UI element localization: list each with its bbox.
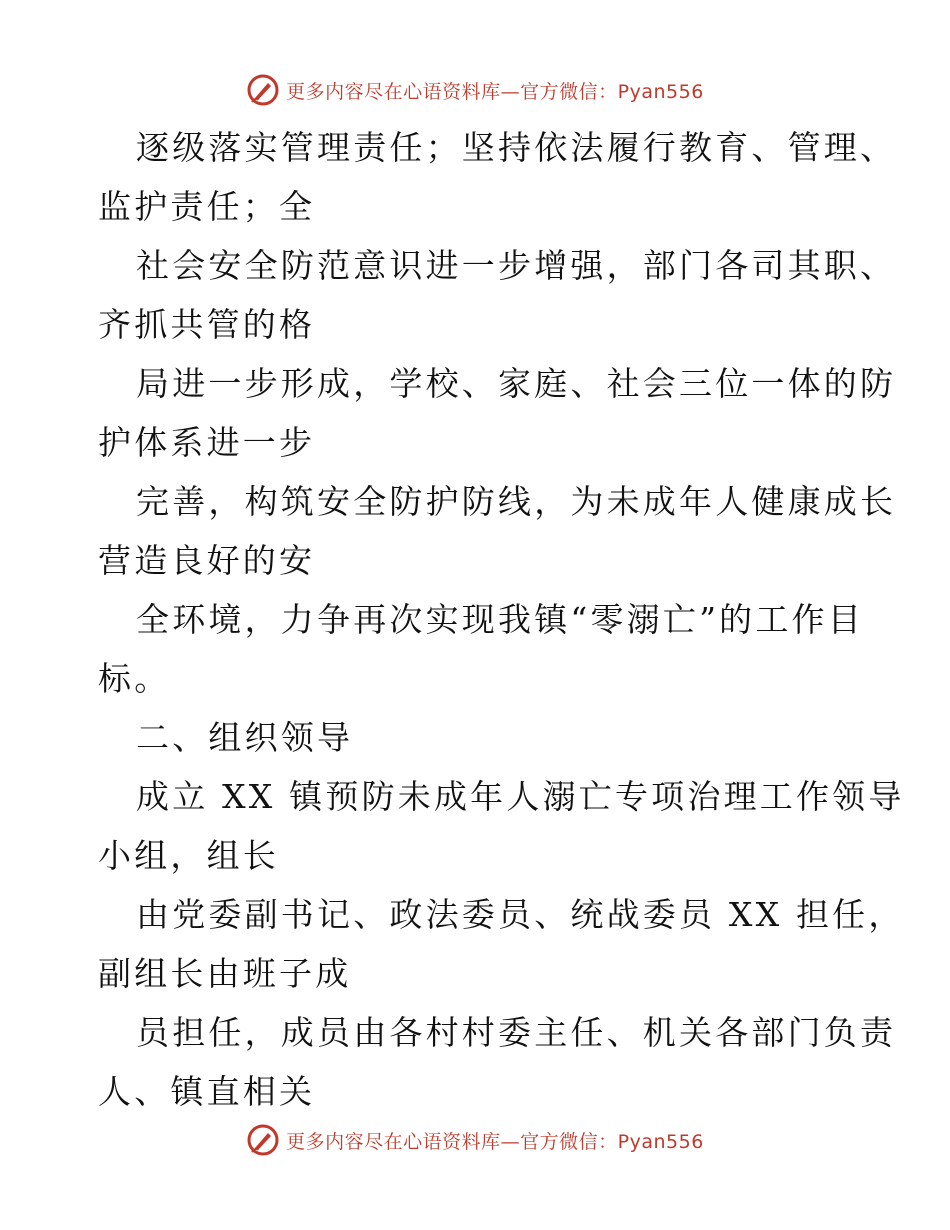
- text-line: 完善，构筑安全防护防线，为未成年人健康成长: [136, 482, 897, 521]
- text-line: 小组，组长: [98, 836, 279, 875]
- text-line: 人、镇直相关: [98, 1072, 316, 1111]
- pen-logo-icon: [246, 1123, 280, 1157]
- text-line: 齐抓共管的格: [98, 305, 316, 344]
- text-line: 成立 XX 镇预防未成年人溺亡专项治理工作领导: [136, 777, 905, 816]
- pen-logo-icon: [246, 73, 280, 107]
- document-body: [98, 123, 905, 1126]
- header-watermark: [0, 70, 950, 110]
- watermark-id: Pyan556: [617, 80, 704, 103]
- text-line: 全环境，力争再次实现我镇“零溺亡”的工作目: [136, 600, 864, 639]
- text-line: 营造良好的安: [98, 541, 316, 580]
- text-line: 二、组织领导: [136, 718, 354, 757]
- text-line: 监护责任；全: [98, 187, 316, 226]
- watermark-id: Pyan556: [617, 1130, 704, 1153]
- text-line: 局进一步形成，学校、家庭、社会三位一体的防: [136, 364, 897, 403]
- text-line: 社会安全防范意识进一步增强，部门各司其职、: [136, 246, 897, 285]
- footer-watermark: [0, 1120, 950, 1160]
- text-line: 副组长由班子成: [98, 954, 352, 993]
- watermark-text: 更多内容尽在心语资料库—官方微信：Pyan556: [286, 80, 704, 103]
- text-line: 由党委副书记、政法委员、统战委员 XX 担任，: [136, 895, 905, 934]
- watermark-text: 更多内容尽在心语资料库—官方微信：Pyan556: [286, 1130, 704, 1153]
- text-line: 员担任，成员由各村村委主任、机关各部门负责: [136, 1013, 897, 1052]
- text-line: 护体系进一步: [98, 423, 316, 462]
- text-line: 逐级落实管理责任；坚持依法履行教育、管理、: [136, 128, 897, 167]
- text-line: 标。: [98, 659, 171, 698]
